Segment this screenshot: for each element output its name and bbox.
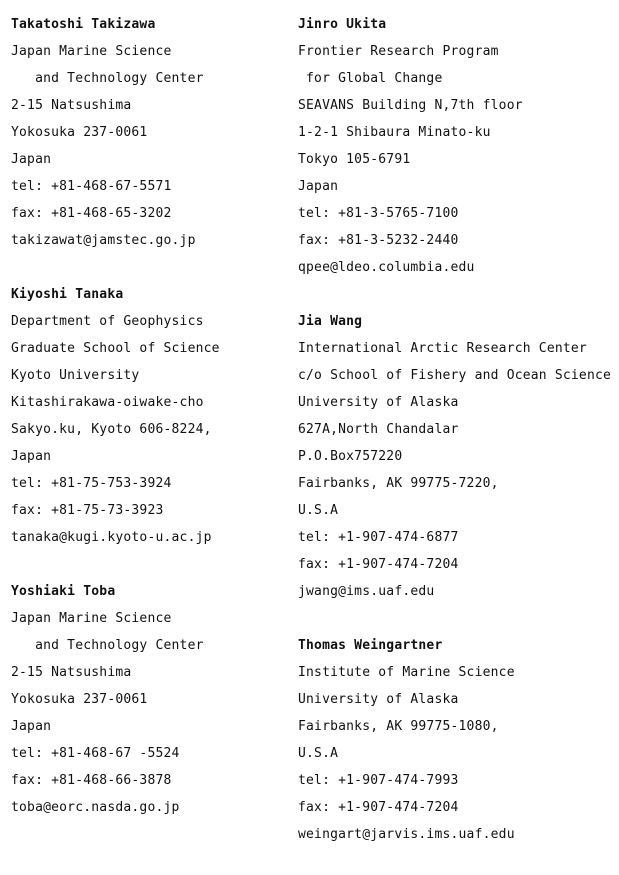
affiliation-line: Frontier Research Program (298, 44, 499, 59)
telephone-line: tel: +81-75-753-3924 (11, 476, 172, 491)
fax-line: fax: +81-468-66-3878 (11, 773, 172, 788)
fax-line: fax: +1-907-474-7204 (298, 800, 459, 815)
email-line: toba@eorc.nasda.go.jp (11, 800, 180, 815)
fax-line: fax: +1-907-474-7204 (298, 557, 459, 572)
email-line: weingart@jarvis.ims.uaf.edu (298, 827, 515, 842)
address-line: 2-15 Natsushima (11, 98, 132, 113)
contact-name: Kiyoshi Tanaka (11, 287, 124, 302)
contact-entry-takizawa (11, 11, 291, 254)
address-line: Sakyo.ku, Kyoto 606-8224, (11, 422, 212, 437)
affiliation-line: Department of Geophysics (11, 314, 204, 329)
fax-line: fax: +81-75-73-3923 (11, 503, 164, 518)
fax-line: fax: +81-468-65-3202 (11, 206, 172, 221)
address-line: Fairbanks, AK 99775-1080, (298, 719, 499, 734)
email-line: takizawat@jamstec.go.jp (11, 233, 196, 248)
country-line: Japan (11, 449, 52, 464)
contact-name: Yoshiaki Toba (11, 584, 116, 599)
contact-entry-toba (11, 578, 291, 821)
contact-name: Jia Wang (298, 314, 363, 329)
address-line: 2-15 Natsushima (11, 665, 132, 680)
contact-name: Jinro Ukita (298, 17, 387, 32)
country-line: U.S.A (298, 503, 339, 518)
address-line: Tokyo 105-6791 (298, 152, 411, 167)
affiliation-line: Japan Marine Science (11, 44, 172, 59)
affiliation-line: University of Alaska (298, 395, 459, 410)
affiliation-line: and Technology Center (11, 71, 204, 86)
affiliation-line: for Global Change (298, 71, 443, 86)
telephone-line: tel: +81-3-5765-7100 (298, 206, 459, 221)
affiliation-line: Graduate School of Science (11, 341, 220, 356)
contact-name: Takatoshi Takizawa (11, 17, 156, 32)
country-line: Japan (11, 152, 52, 167)
affiliation-line: University of Alaska (298, 692, 459, 707)
fax-line: fax: +81-3-5232-2440 (298, 233, 459, 248)
affiliation-line: International Arctic Research Center (298, 341, 587, 356)
address-line: P.O.Box757220 (298, 449, 403, 464)
telephone-line: tel: +1-907-474-6877 (298, 530, 459, 545)
contact-entry-wang (298, 308, 616, 605)
contact-entry-tanaka (11, 281, 291, 551)
email-line: tanaka@kugi.kyoto-u.ac.jp (11, 530, 212, 545)
affiliation-line: Kyoto University (11, 368, 140, 383)
country-line: Japan (298, 179, 339, 194)
address-line: Yokosuka 237-0061 (11, 125, 148, 140)
address-line: SEAVANS Building N,7th floor (298, 98, 523, 113)
telephone-line: tel: +81-468-67-5571 (11, 179, 172, 194)
country-line: U.S.A (298, 746, 339, 761)
contact-name: Thomas Weingartner (298, 638, 443, 653)
address-line: 627A,North Chandalar (298, 422, 459, 437)
telephone-line: tel: +81-468-67 -5524 (11, 746, 180, 761)
right-address-column (298, 11, 616, 875)
email-line: qpee@ldeo.columbia.edu (298, 260, 475, 275)
contact-entry-ukita (298, 11, 616, 281)
address-line: Yokosuka 237-0061 (11, 692, 148, 707)
address-line: Fairbanks, AK 99775-7220, (298, 476, 499, 491)
telephone-line: tel: +1-907-474-7993 (298, 773, 459, 788)
affiliation-line: Japan Marine Science (11, 611, 172, 626)
address-line: 1-2-1 Shibaura Minato-ku (298, 125, 491, 140)
affiliation-line: and Technology Center (11, 638, 204, 653)
country-line: Japan (11, 719, 52, 734)
contact-entry-weingartner (298, 632, 616, 848)
left-address-column (11, 11, 291, 848)
email-line: jwang@ims.uaf.edu (298, 584, 435, 599)
affiliation-line: c/o School of Fishery and Ocean Science (298, 368, 612, 383)
address-line: Kitashirakawa-oiwake-cho (11, 395, 204, 410)
affiliation-line: Institute of Marine Science (298, 665, 515, 680)
